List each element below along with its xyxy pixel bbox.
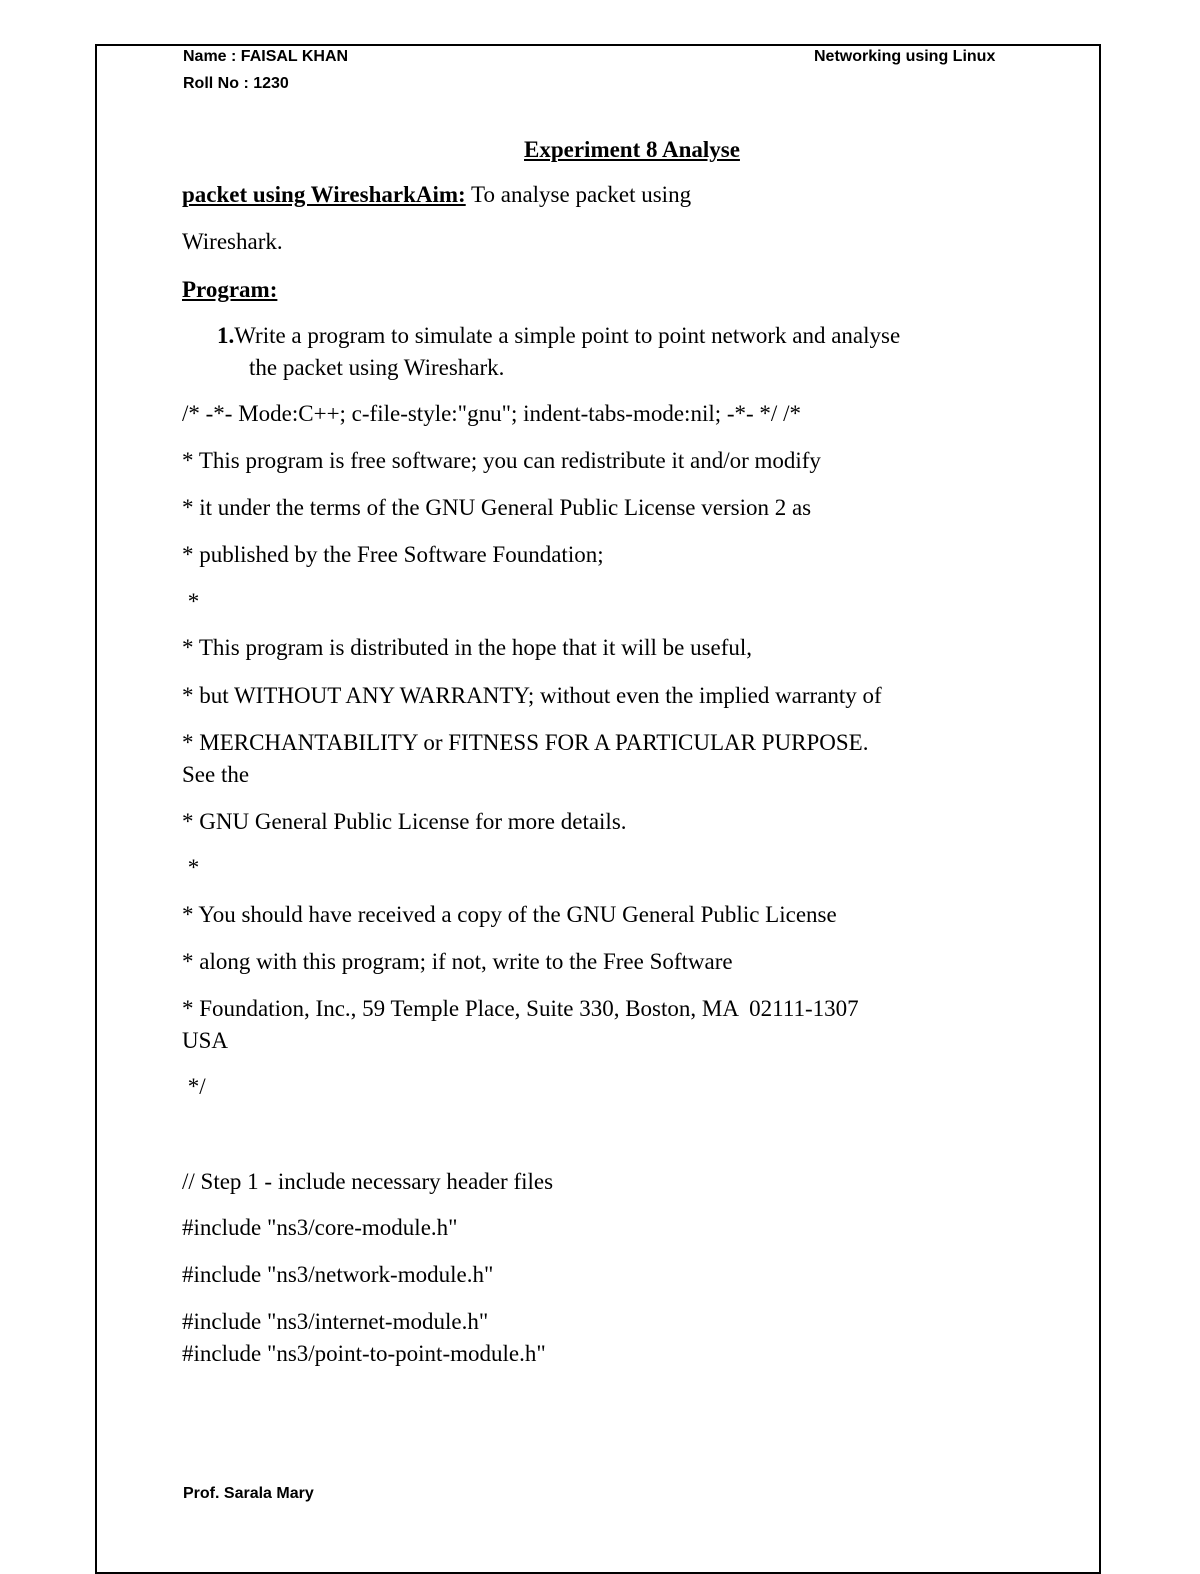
code-line: * but WITHOUT ANY WARRANTY; without even the implied warranty of <box>182 683 882 708</box>
code-line: * You should have received a copy of the GNU General Public License <box>182 902 837 927</box>
code-line: * GNU General Public License for more details. <box>182 809 627 834</box>
code-line: #include "ns3/point-to-point-module.h" <box>182 1341 546 1366</box>
footer-professor: Prof. Sarala Mary <box>183 1485 314 1502</box>
task-line-2: the packet using Wireshark. <box>249 355 505 380</box>
code-line: * it under the terms of the GNU General Public License version 2 as <box>182 495 812 520</box>
code-line: // Step 1 - include necessary header files <box>182 1169 554 1194</box>
aim-heading: packet using WiresharkAim: <box>182 182 466 207</box>
code-line: See the <box>182 762 250 787</box>
code-line: /* -*- Mode:C++; c-file-style:"gnu"; indent-tabs-mode:nil; -*- */ /* <box>182 401 801 426</box>
code-line: * This program is distributed in the hope that it will be useful, <box>182 635 753 660</box>
roll-number: Roll No : 1230 <box>183 75 289 92</box>
code-line: #include "ns3/core-module.h" <box>182 1215 458 1240</box>
task-text: Write a program to simulate a simple point to point network and analyse <box>234 323 901 348</box>
code-line: */ <box>182 1074 206 1099</box>
task-line-1 <box>217 320 900 351</box>
code-line: * published by the Free Software Foundation; <box>182 542 604 567</box>
code-line: * <box>182 855 200 880</box>
aim-text: To analyse packet using <box>465 182 692 207</box>
aim-line <box>182 179 691 210</box>
code-line: * along with this program; if not, write to the Free Software <box>182 949 733 974</box>
program-heading: Program: <box>182 277 278 302</box>
student-name: Name : FAISAL KHAN <box>183 48 349 65</box>
task-number: 1. <box>217 323 235 348</box>
code-line: * <box>182 589 200 614</box>
code-line: * Foundation, Inc., 59 Temple Place, Suite 330, Boston, MA 02111-1307 <box>182 996 859 1021</box>
code-line: USA <box>182 1028 229 1053</box>
code-line: * This program is free software; you can redistribute it and/or modify <box>182 448 821 473</box>
subject-title: Networking using Linux <box>814 48 996 65</box>
experiment-title: Experiment 8 Analyse <box>524 137 740 162</box>
aim-text-cont: Wireshark. <box>182 229 283 254</box>
code-line: * MERCHANTABILITY or FITNESS FOR A PARTICULAR PURPOSE. <box>182 730 869 755</box>
code-line: #include "ns3/internet-module.h" <box>182 1309 489 1334</box>
code-line: #include "ns3/network-module.h" <box>182 1262 494 1287</box>
